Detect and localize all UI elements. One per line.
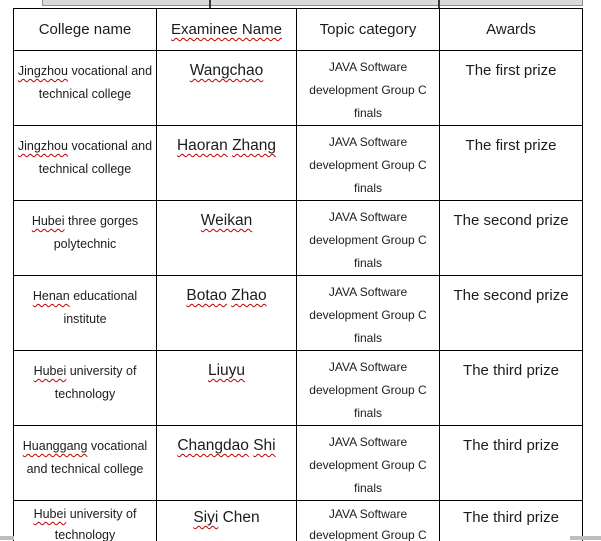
misspelled-word: Jingzhou bbox=[17, 139, 68, 153]
college-name-cell-text: Jingzhou vocational and technical college bbox=[17, 139, 153, 176]
topic-category-cell-text: JAVA Software development Group C finals bbox=[309, 135, 427, 195]
table-header-row bbox=[14, 9, 583, 51]
column-header-college-name[interactable] bbox=[14, 9, 157, 51]
misspelled-word: Hubei bbox=[33, 507, 67, 521]
examinee-name-cell[interactable] bbox=[157, 201, 297, 276]
award-cell-text: The first prize bbox=[465, 62, 557, 79]
column-header-label: Topic category bbox=[319, 21, 417, 38]
table-row bbox=[14, 126, 583, 201]
column-header-label: Awards bbox=[486, 21, 536, 38]
examinee-name-cell-text bbox=[157, 126, 296, 155]
page-edge-left bbox=[0, 536, 14, 540]
college-name-cell-text: Jingzhou vocational and technical college bbox=[17, 64, 153, 101]
college-name-cell-text: Hubei university of technology bbox=[33, 507, 137, 541]
misspelled-word: Liuyu bbox=[207, 362, 246, 379]
examinee-name-cell-text bbox=[157, 276, 296, 305]
topic-category-cell[interactable] bbox=[297, 276, 440, 351]
table-row bbox=[14, 501, 583, 541]
college-name-cell-text: Henan educational institute bbox=[32, 289, 138, 326]
examinee-name-cell[interactable] bbox=[157, 501, 297, 541]
table-row bbox=[14, 426, 583, 501]
topic-category-cell-text: JAVA Software development Group C finals bbox=[309, 435, 427, 495]
examinee-name-cell-text bbox=[157, 201, 296, 230]
college-name-cell[interactable] bbox=[14, 351, 157, 426]
examinee-name-cell[interactable] bbox=[157, 426, 297, 501]
examinee-name-cell-text bbox=[157, 51, 296, 80]
examinee-name-cell[interactable] bbox=[157, 351, 297, 426]
award-cell[interactable] bbox=[440, 426, 583, 501]
college-name-cell[interactable] bbox=[14, 51, 157, 126]
misspelled-word: Hubei bbox=[31, 214, 65, 228]
award-cell[interactable] bbox=[440, 501, 583, 541]
column-header-examinee-name[interactable] bbox=[157, 9, 297, 51]
misspelled-word: Changdao bbox=[177, 437, 249, 454]
award-cell-text: The first prize bbox=[465, 137, 557, 154]
award-cell-text: The third prize bbox=[463, 437, 559, 454]
column-header-topic-category[interactable] bbox=[297, 9, 440, 51]
college-name-cell[interactable] bbox=[14, 426, 157, 501]
topic-category-cell[interactable] bbox=[297, 51, 440, 126]
table-row bbox=[14, 51, 583, 126]
misspelled-word: Zhang bbox=[232, 137, 277, 154]
topic-category-cell-text: JAVA Software development Group C finals bbox=[309, 210, 427, 270]
college-name-cell[interactable] bbox=[14, 276, 157, 351]
examinee-name-cell[interactable] bbox=[157, 126, 297, 201]
misspelled-word: Shi bbox=[253, 437, 276, 454]
misspelled-word: Examinee Name bbox=[171, 21, 282, 38]
table-row bbox=[14, 351, 583, 426]
award-cell[interactable] bbox=[440, 126, 583, 201]
award-cell-text: The third prize bbox=[463, 509, 559, 526]
column-header-label: College name bbox=[38, 21, 132, 38]
topic-category-cell-text: JAVA Software development Group C bbox=[309, 507, 427, 541]
misspelled-word: Weikan bbox=[200, 212, 253, 229]
misspelled-word: Huanggang bbox=[22, 439, 88, 453]
college-name-cell[interactable] bbox=[14, 201, 157, 276]
topic-category-cell[interactable] bbox=[297, 426, 440, 501]
misspelled-word: Siyi bbox=[193, 509, 219, 526]
column-header-awards[interactable] bbox=[440, 9, 583, 51]
column-header-label bbox=[157, 21, 296, 38]
topic-category-cell[interactable] bbox=[297, 126, 440, 201]
topic-category-cell[interactable] bbox=[297, 351, 440, 426]
award-cell-text: The second prize bbox=[453, 287, 569, 304]
topic-category-cell[interactable] bbox=[297, 501, 440, 541]
previous-table-row-sliver bbox=[42, 0, 583, 6]
topic-category-cell-text: JAVA Software development Group C finals bbox=[309, 60, 427, 120]
examinee-name-cell-text bbox=[157, 351, 296, 380]
examinee-name-cell-text: Siyi Chen bbox=[193, 509, 260, 526]
misspelled-word: Haoran bbox=[176, 137, 228, 154]
college-name-cell[interactable] bbox=[14, 126, 157, 201]
award-cell[interactable] bbox=[440, 51, 583, 126]
table-row bbox=[14, 201, 583, 276]
topic-category-cell[interactable] bbox=[297, 201, 440, 276]
page-edge-right bbox=[570, 536, 601, 540]
college-name-cell-text: Hubei three gorges polytechnic bbox=[31, 214, 139, 251]
award-cell[interactable] bbox=[440, 351, 583, 426]
misspelled-word: Botao bbox=[186, 287, 227, 304]
college-name-cell-text: Hubei university of technology bbox=[33, 364, 137, 401]
misspelled-word: Wangchao bbox=[189, 62, 264, 79]
award-cell[interactable] bbox=[440, 276, 583, 351]
topic-category-cell-text: JAVA Software development Group C finals bbox=[309, 360, 427, 420]
award-cell[interactable] bbox=[440, 201, 583, 276]
examinee-name-cell[interactable] bbox=[157, 51, 297, 126]
awards-table bbox=[13, 8, 583, 541]
misspelled-word: Jingzhou bbox=[17, 64, 68, 78]
misspelled-word: Hubei bbox=[33, 364, 67, 378]
examinee-name-cell-text bbox=[157, 426, 296, 455]
college-name-cell[interactable] bbox=[14, 501, 157, 541]
misspelled-word: Zhao bbox=[231, 287, 267, 304]
table-row bbox=[14, 276, 583, 351]
topic-category-cell-text: JAVA Software development Group C finals bbox=[309, 285, 427, 345]
college-name-cell-text: Huanggang vocational and technical college bbox=[22, 439, 148, 476]
misspelled-word: Henan bbox=[32, 289, 70, 303]
award-cell-text: The third prize bbox=[463, 362, 559, 379]
award-cell-text: The second prize bbox=[453, 212, 569, 229]
examinee-name-cell[interactable] bbox=[157, 276, 297, 351]
